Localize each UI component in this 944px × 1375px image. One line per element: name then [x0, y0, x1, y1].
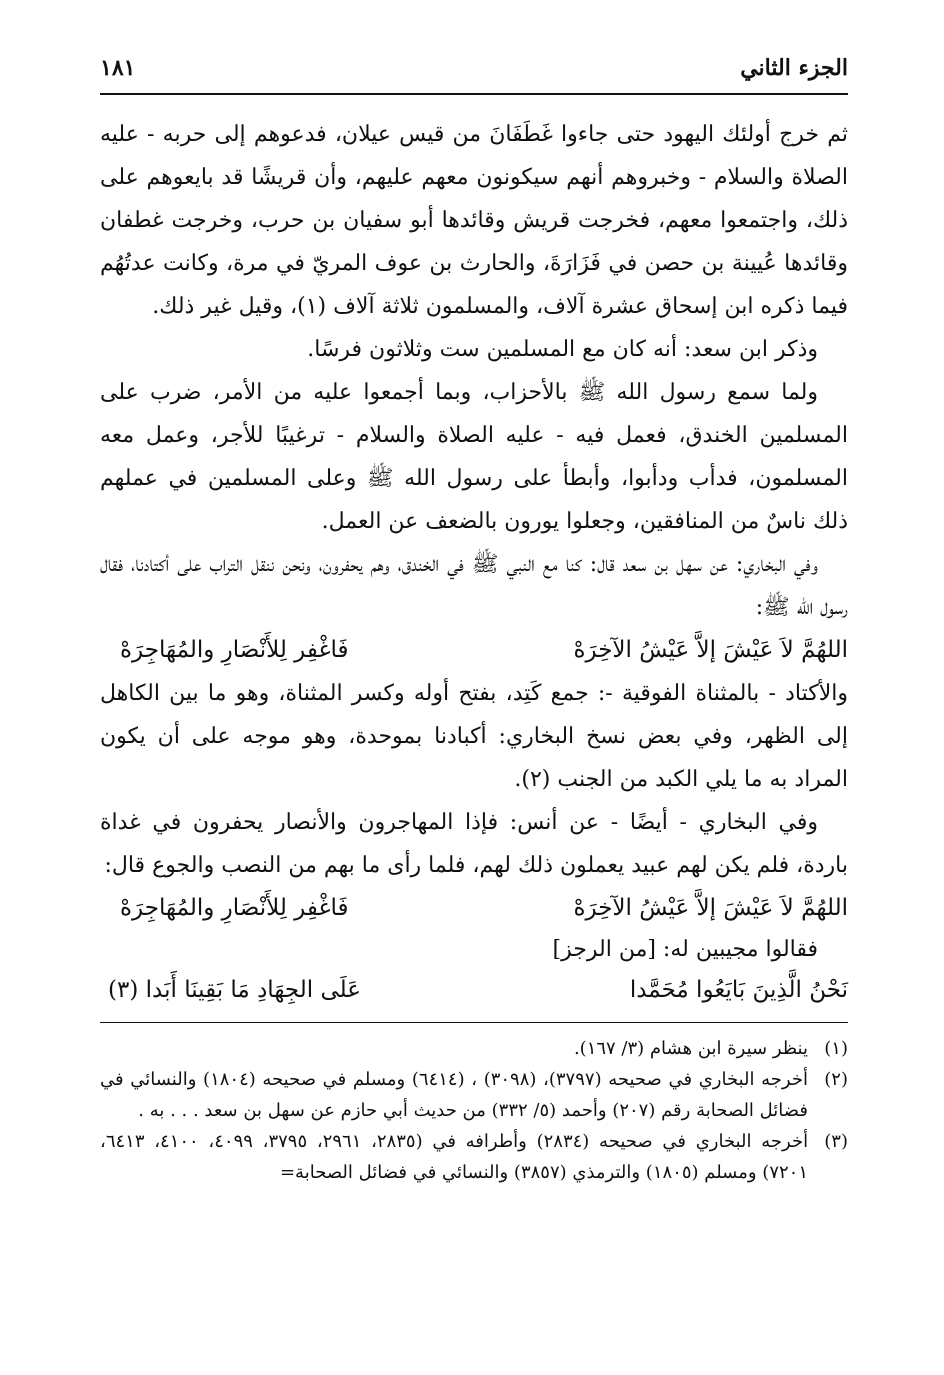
footnote	[100, 1033, 848, 1064]
verse-hemistich-left: فَاغْفِر لِلأَنْصَارِ والمُهَاجِرَهْ	[120, 895, 349, 921]
verse-hemistich-left: عَلَى الجِهَادِ مَا بَقِينَا أَبَدا (٣)	[108, 977, 361, 1003]
footnote-number: (٣)	[824, 1131, 848, 1152]
paragraph: وفي البخاري - أيضًا - عن أنس: فإذا المهاجرون والأنصار يحفرون في غداة باردة، فلم يكن لهم عبيد يعملون ذلك لهم، فلما رأى ما بهم من النصب والجوع قال:	[100, 810, 848, 878]
reply-intro: فقالوا مجيبين له: [من الرجز]	[552, 937, 818, 962]
verse-line	[100, 629, 848, 672]
running-header	[100, 55, 848, 89]
verse-line	[100, 887, 848, 930]
footnote-text: أخرجه البخاري في صحيحه (٢٨٣٤) وأطرافه في (٢٨٣٥، ٢٩٦١، ٣٧٩٥، ٤٠٩٩، ٤١٠٠، ٦٤١٣، ٧٢٠١) ومسلم (١٨٠٥) والترمذي (٣٨٥٧) والنسائي في فضائل الصحابة=	[100, 1131, 809, 1183]
book-page	[100, 55, 848, 1188]
footnote-number: (١)	[824, 1038, 848, 1059]
paragraph: وذكر ابن سعد: أنه كان مع المسلمين ست وثلاثون فرسًا.	[307, 337, 818, 362]
paragraph: وفي البخاري: عن سهل بن سعد قال: كنا مع النبي ﷺ في الخندق، وهم يحفرون، ونحن ننقل التراب على أكتادنا، فقال رسول الله ﷺ:	[100, 552, 848, 620]
header-rule	[100, 93, 848, 95]
verse-hemistich-right: نَحْنُ الَّذِينَ بَايَعُوا مُحَمَّدا	[629, 977, 848, 1003]
page-number: ١٨١	[100, 55, 136, 81]
paragraph: والأكتاد - بالمثناة الفوقية -: جمع كَتِد، بفتح أوله وكسر المثناة، وهو ما بين الكاهل إلى الظهر، وفي بعض نسخ البخاري: أكبادنا بموحدة، وهو موجه على أن يكون المراد به ما يلي الكبد من الجنب (٢).	[100, 681, 848, 792]
footnote-rule	[100, 1022, 848, 1023]
main-text	[100, 113, 848, 1010]
section-title: الجزء الثاني	[740, 55, 848, 81]
footnote-text: أخرجه البخاري في صحيحه (٣٧٩٧)، (٣٠٩٨) ، (٦٤١٤) ومسلم في صحيحه (١٨٠٤) والنسائي في فضائل الصحابة رقم (٢٠٧) وأحمد (٥/ ٣٣٢) من حديث أبي حازم عن سهل بن سعد . . . به .	[100, 1069, 808, 1121]
footnotes	[100, 1033, 848, 1188]
footnote-text: ينظر سيرة ابن هشام (٣/ ١٦٧).	[573, 1038, 808, 1059]
footnote	[100, 1064, 848, 1126]
footnote-number: (٢)	[824, 1069, 848, 1090]
paragraph: ولما سمع رسول الله ﷺ بالأحزاب، وبما أجمعوا عليه من الأمر، ضرب على المسلمين الخندق، فعمل فيه - عليه الصلاة والسلام - ترغيبًا للأجر، وعمل معه المسلمون، فدأب ودأبوا، وأبطأ على رسول الله ﷺ وعلى المسلمين في عملهم ذلك ناسٌ من المنافقين، وجعلوا يورون بالضعف عن العمل.	[100, 380, 848, 534]
verse-hemistich-right: اللهُمَّ لاَ عَيْشَ إلاَّ عَيْشُ الآخِرَهْ	[573, 895, 848, 921]
verse-line	[100, 970, 848, 1010]
verse-hemistich-left: فَاغْفِر لِلأَنْصَارِ والمُهَاجِرَهْ	[120, 637, 349, 663]
paragraph: ثم خرج أولئك اليهود حتى جاءوا غَطَفَانَ من قيس عيلان، فدعوهم إلى حربه - عليه الصلاة والسلام - وخبروهم أنهم سيكونون معهم عليهم، وأن قريشًا قد بايعوهم على ذلك، واجتمعوا معهم، فخرجت قريش وقائدها أبو سفيان بن حرب، وخرجت غطفان وقائدها عُيينة بن حصن في فَزَارَةَ، والحارث بن عوف المريّ في مرة، وكانت عدتُهُم فيما ذكره ابن إسحاق عشرة آلاف، والمسلمون ثلاثة آلاف (١)، وقيل غير ذلك.	[100, 122, 849, 319]
footnote	[100, 1126, 848, 1188]
verse-hemistich-right: اللهُمَّ لاَ عَيْشَ إلاَّ عَيْشُ الآخِرَهْ	[573, 637, 848, 663]
